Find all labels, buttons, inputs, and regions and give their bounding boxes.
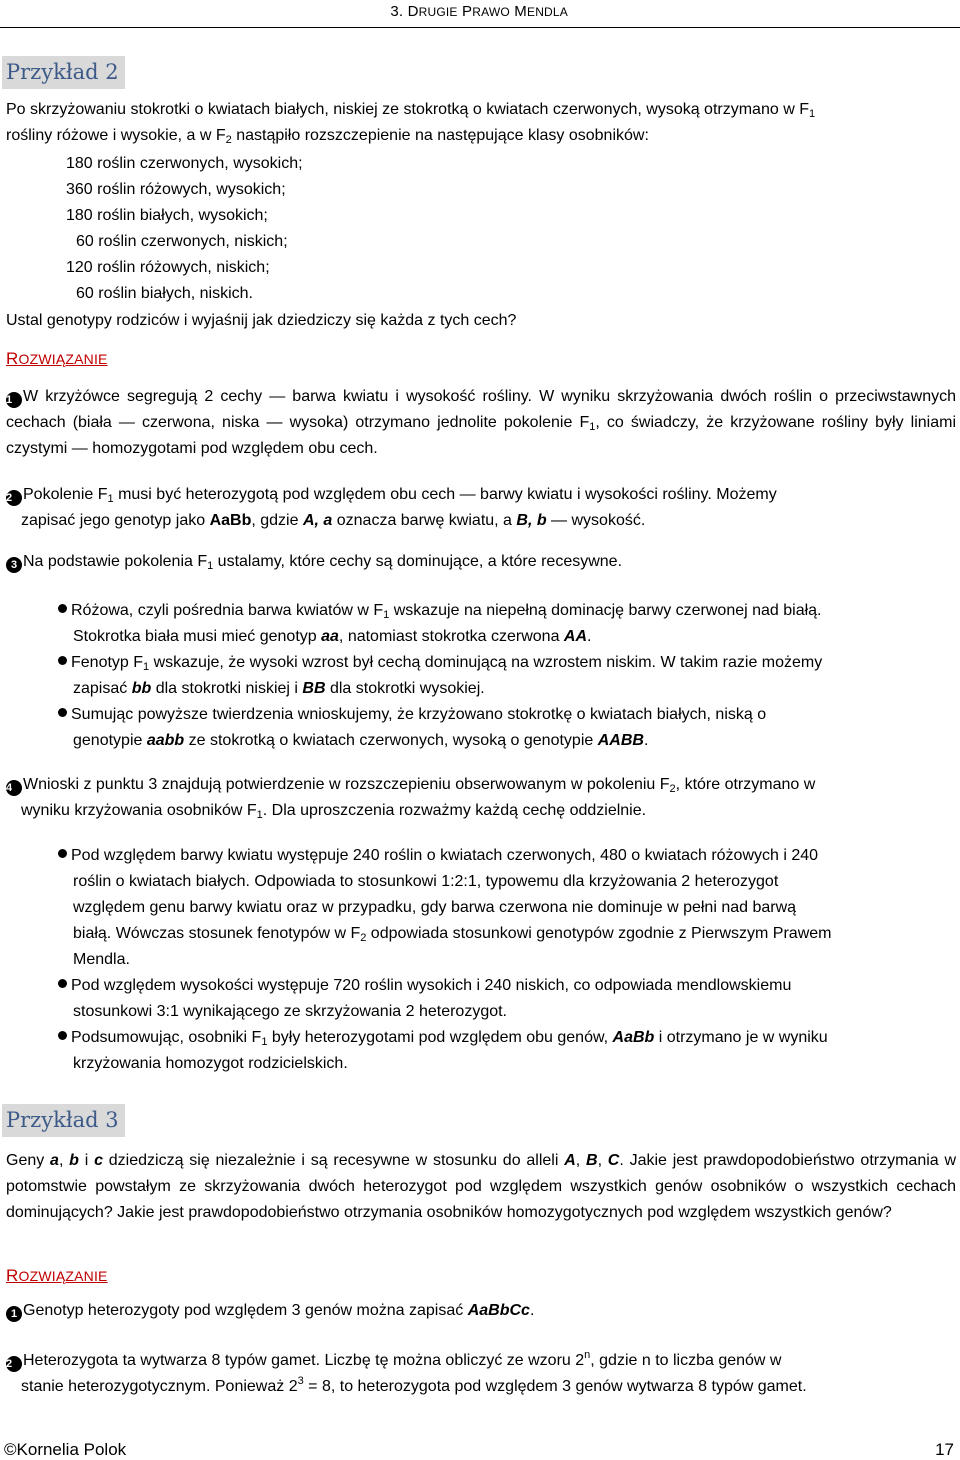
- solution-label: ROZWIĄZANIE: [6, 1266, 108, 1285]
- intro-line-1: Po skrzyżowaniu stokrotki o kwiatach białych, niskiej ze stokrotką o kwiatach czerwonych, wysoką otrzymano w $F_1$: [6, 101, 816, 120]
- ex3-step-2: 2 Heterozygota ta wytwarza 8 typów gamet. Liczbę tę można obliczyć ze wzoru 2$^n$, gdzie n to liczba genów w stanie heterozygotycznym. Ponieważ $2^3 = 8$, to heterozygota pod względem 3 genów wytwarza 8 typów gamet.: [6, 1349, 807, 1395]
- bullet: Różowa, czyli pośrednia barwa kwiatów w $F_1$ wskazuje na niepełną dominację barwy czerwonej nad białą. Stokrotka biała musi mieć genotyp aa, natomiast stokrotka czerwona AA.: [58, 598, 956, 650]
- footer-author: ©Kornelia Polok: [4, 1440, 127, 1459]
- example-3-problem: Geny a, b i c dziedziczą się niezależnie i są recesywne w stosunku do alleli A, B, C. Jakie jest prawdopodobieństwo otrzymania w potomstwie powstałym ze skrzyżowania dwóch heterozygot pod względem wszystkich genów osobników o wszystkich cechach dominujących? Jakie jest prawdopodobieństwo otrzymania osobników homozygotycznych pod względem wszystkich genów?: [6, 1152, 957, 1221]
- bullet: Podsumowując, osobniki $F_1$ były heterozygotami pod względem obu genów, AaBb i otrzymano je w wyniku krzyżowania homozygot rodzicielskich.: [58, 1025, 956, 1077]
- class-item: 60 roślin białych, niskich.: [76, 285, 253, 302]
- bullet: Sumując powyższe twierdzenia wnioskujemy, że krzyżowano stokrotkę o kwiatach białych, niską o genotypie aabb ze stokrotką o kwiatach czerwonych, wysoką o genotypie AABB.: [58, 702, 956, 754]
- bullet: Pod względem barwy kwiatu występuje 240 roślin o kwiatach czerwonych, 480 o kwiatach różowych i 240 roślin o kwiatach białych. Odpowiada to stosunkowi 1:2:1, typowemu dla krzyżowania 2 heterozygot względem genu barwy kwiatu oraz w przypadku, gdy barwa czerwona nie dominuje w pełni nad barwą białą. Wówczas stosunek fenotypów w $F_2$ odpowiada stosunkowi genotypów zgodnie z Pierwszym Prawem Mendla.: [58, 843, 956, 973]
- step-3: 3 Na podstawie pokolenia $F_1$ ustalamy, które cechy są dominujące, a które recesywne.: [6, 553, 622, 573]
- class-item: 180 roślin białych, wysokich;: [66, 207, 268, 224]
- class-item: 360 roślin różowych, wysokich;: [66, 181, 286, 198]
- step-2: 2 Pokolenie $F_1$ musi być heterozygotą pod względem obu cech — barwy kwiatu i wysokości rośliny. Możemy zapisać jego genotyp jako AaBb, gdzie A, a oznacza barwę kwiatu, a B, b — wysokość.: [6, 486, 777, 529]
- class-item: 60 roślin czerwonych, niskich;: [76, 233, 288, 250]
- example-3-title: Przykład 3: [2, 1104, 125, 1137]
- page-number: 17: [935, 1440, 954, 1459]
- ex3-step-1: 1 Genotyp heterozygoty pod względem 3 genów można zapisać AaBbCc.: [6, 1302, 534, 1322]
- step-4: 4 Wnioski z punktu 3 znajdują potwierdzenie w rozszczepieniu obserwowanym w pokoleniu $F_2$, które otrzymano w wyniku krzyżowania osobników $F_1$. Dla uproszczenia rozważmy każdą cechę oddzielnie.: [6, 776, 816, 821]
- step-1: 1 W krzyżówce segregują 2 cechy — barwa kwiatu i wysokość rośliny. W wyniku skrzyżowania dwóch roślin o przeciwstawnych cechach (biała — czerwona, niska — wysoka) otrzymano jednolite pokolenie $F_1$, co świadczy, że krzyżowane rośliny były liniami czystymi — homozygotami pod względem obu cech.: [6, 388, 957, 457]
- chapter-header: 3. DRUGIE PRAWO MENDLA: [390, 3, 568, 20]
- example-2-title: Przykład 2: [2, 56, 125, 89]
- class-item: 120 roślin różowych, niskich;: [66, 259, 270, 276]
- intro-line-2: rośliny różowe i wysokie, a w $F_2$ nastąpiło rozszczepienie na następujące klasy osobników:: [6, 127, 649, 146]
- bullet: Fenotyp $F_1$ wskazuje, że wysoki wzrost był cechą dominującą na wzrostem niskim. W takim razie możemy zapisać bb dla stokrotki niskiej i BB dla stokrotki wysokiej.: [58, 650, 956, 702]
- header-divider: [0, 27, 960, 28]
- class-item: 180 roślin czerwonych, wysokich;: [66, 155, 303, 172]
- bullet: Pod względem wysokości występuje 720 roślin wysokich i 240 niskich, co odpowiada mendlowskiemu stosunkowi 3:1 wynikającego ze skrzyżowania 2 heterozygot.: [58, 973, 956, 1025]
- question: Ustal genotypy rodziców i wyjaśnij jak dziedziczy się każda z tych cech?: [6, 312, 517, 329]
- solution-label: ROZWIĄZANIE: [6, 349, 108, 368]
